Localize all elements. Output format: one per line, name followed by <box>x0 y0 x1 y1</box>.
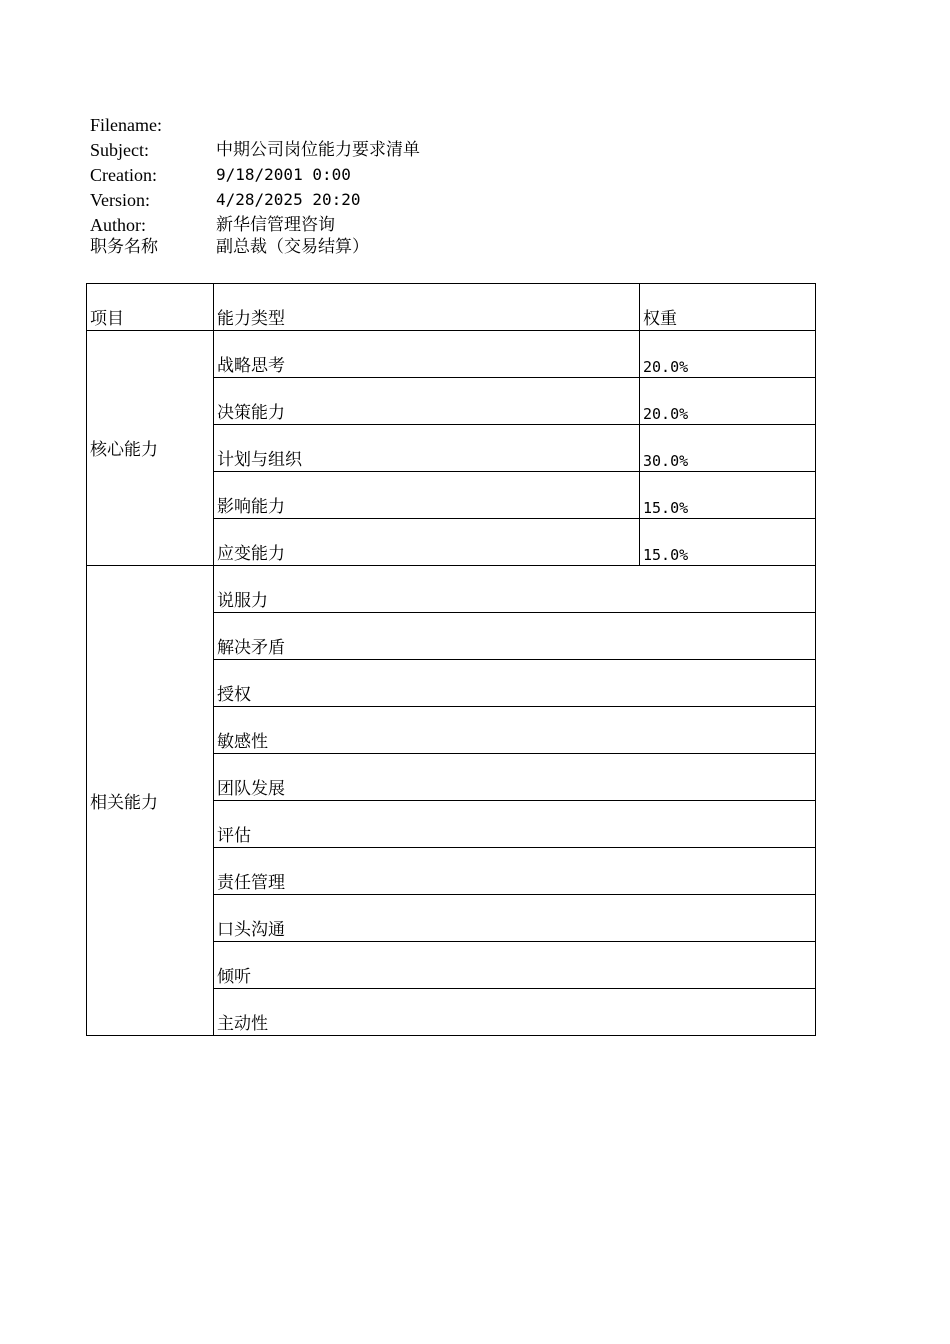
related-group-label: 相关能力 <box>87 566 214 1036</box>
core-ability-name: 应变能力 <box>214 519 640 566</box>
related-ability-name: 敏感性 <box>214 707 816 754</box>
header-item: 项目 <box>87 284 214 331</box>
table-header-row <box>87 284 816 331</box>
core-ability-name: 战略思考 <box>214 331 640 378</box>
version-label: Version: <box>90 190 150 210</box>
header-ability-type: 能力类型 <box>214 284 640 331</box>
related-ability-name: 团队发展 <box>214 754 816 801</box>
creation-label: Creation: <box>90 165 157 185</box>
version-value: 4/28/2025 20:20 <box>216 190 361 209</box>
related-ability-name: 授权 <box>214 660 816 707</box>
core-ability-weight: 15.0% <box>640 519 816 566</box>
author-label: Author: <box>90 215 146 235</box>
related-ability-name: 说服力 <box>214 566 816 613</box>
core-ability-name: 决策能力 <box>214 378 640 425</box>
related-ability-name: 评估 <box>214 801 816 848</box>
position-value: 副总裁（交易结算） <box>216 237 369 257</box>
related-ability-name: 责任管理 <box>214 848 816 895</box>
core-group-label: 核心能力 <box>87 331 214 566</box>
core-ability-weight: 15.0% <box>640 472 816 519</box>
related-ability-name: 解决矛盾 <box>214 613 816 660</box>
related-ability-name: 倾听 <box>214 942 816 989</box>
core-ability-name: 影响能力 <box>214 472 640 519</box>
related-ability-name: 口头沟通 <box>214 895 816 942</box>
core-ability-weight: 20.0% <box>640 378 816 425</box>
position-label: 职务名称 <box>90 237 158 257</box>
related-ability-name: 主动性 <box>214 989 816 1036</box>
header-weight: 权重 <box>640 284 816 331</box>
author-value: 新华信管理咨询 <box>216 215 335 235</box>
subject-label: Subject: <box>90 140 149 160</box>
subject-value: 中期公司岗位能力要求清单 <box>216 140 420 160</box>
table-row <box>87 331 816 378</box>
creation-value: 9/18/2001 0:00 <box>216 165 351 184</box>
competency-table <box>86 283 816 1036</box>
core-ability-weight: 30.0% <box>640 425 816 472</box>
table-row <box>87 566 816 613</box>
core-ability-name: 计划与组织 <box>214 425 640 472</box>
core-ability-weight: 20.0% <box>640 331 816 378</box>
filename-label: Filename: <box>90 115 162 135</box>
